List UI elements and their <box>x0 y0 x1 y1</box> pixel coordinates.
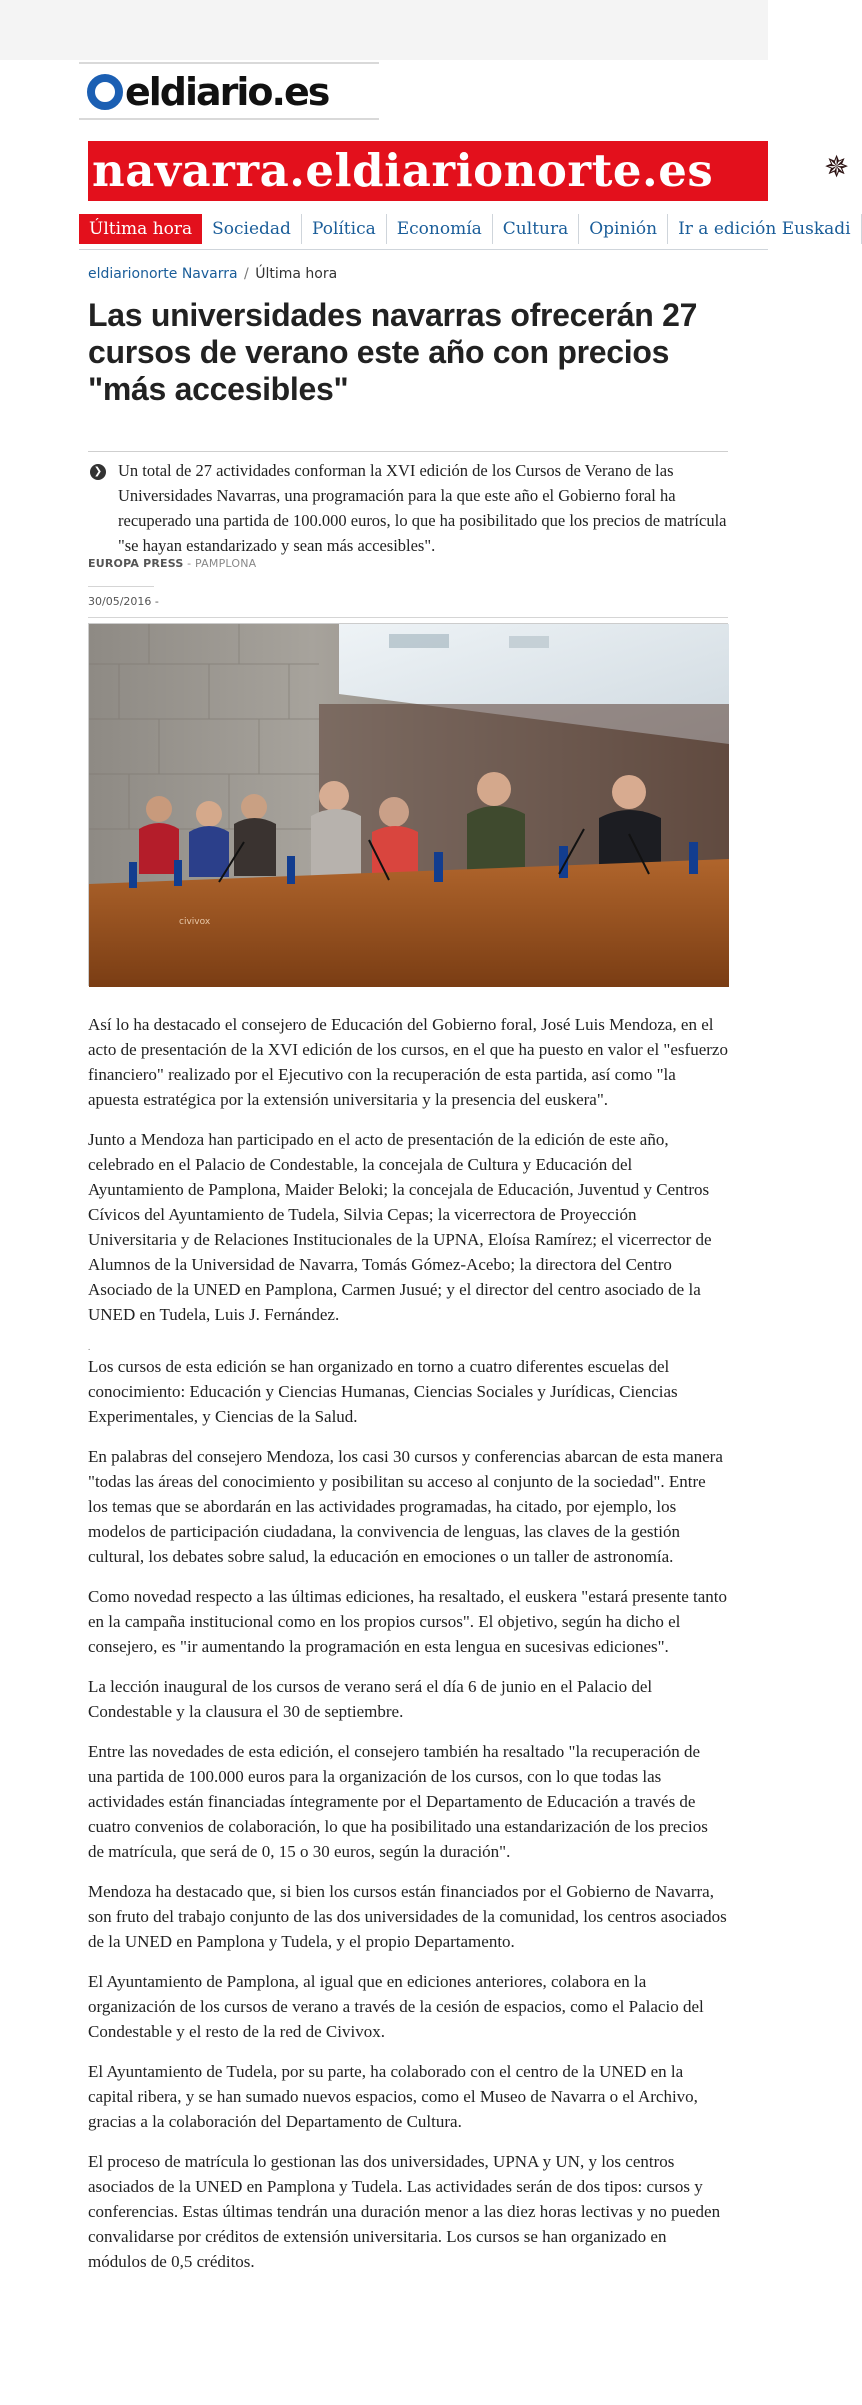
article-summary <box>88 451 728 558</box>
breadcrumb <box>88 266 337 282</box>
summary-text: Un total de 27 actividades conforman la XVI edición de los Cursos de Verano de las Universidades Navarras, una programación para la que este año el Gobierno foral ha recuperado una partida de 100.000 euros, lo que ha posibilitado que los precios de matrícula "se hayan estandarizado y sean más accesibles". <box>118 461 727 555</box>
byline-agency: EUROPA PRESS <box>88 557 184 570</box>
paragraph-1: Así lo ha destacado el consejero de Educación del Gobierno foral, José Luis Mendoza, en el acto de presentación de la XVI edición de los cursos, en el que ha puesto en valor el "esfuerzo financiero" realizado por el Ejecutivo con la recuperación de esta partida, así como "la apuesta estratégica por la extensión universitaria y la presencia del euskera". <box>88 1015 728 1109</box>
paragraph-6: La lección inaugural de los cursos de verano será el día 6 de junio en el Palacio del Condestable y la clausura el 30 de septiembre. <box>88 1677 653 1721</box>
publish-date: 30/05/2016 - <box>88 595 159 608</box>
byline <box>88 557 256 570</box>
breadcrumb-current: Última hora <box>255 266 338 282</box>
header-divider <box>88 617 728 618</box>
paragraph-5: Como novedad respecto a las últimas ediciones, ha resaltado, el euskera "estará presente tanto en la campaña institucional como en los propios cursos". El objetivo, según ha dicho el consejero, es "ir aumentando la programación en esta lengua en sucesivas ediciones". <box>88 1587 728 1656</box>
breadcrumb-section-link[interactable]: eldiarionorte Navarra <box>88 266 238 282</box>
paragraph-2: Junto a Mendoza han participado en el acto de presentación de la edición de este año, celebrado en el Palacio de Condestable, la concejala de Cultura y Educación del Ayuntamiento de Pamplona, Maider Beloki; la concejala de Educación, Juventud y Centros Cívicos del Ayuntamiento de Tudela, Silvia Cepas; la vicerrectora de Proyección Universitaria y de Relaciones Institucionales de la UPNA, Eloísa Ramírez; el vicerrector de Alumnos de la Universidad de Navarra, Tomás Gómez-Acebo; la directora del Centro Asociado de la UNED en Pamplona, Carmen Jusué; y el director del centro asociado de la UNED en Tudela, Luis J. Fernández. <box>88 1130 712 1324</box>
eldiario-logo[interactable] <box>79 62 379 120</box>
navarra-star-icon: ✵ <box>824 150 850 185</box>
photo-watermark: civivox <box>179 917 211 927</box>
paragraph-7: Entre las novedades de esta edición, el consejero también ha resaltado "la recuperación de una partida de 100.000 euros para la organización de los cursos, con lo que todas las actividades están financiadas íntegramente por el Departamento de Educación a través de cuatro convenios de colaboración, lo que ha posibilitado una estandarización de los precios de matrícula, que será de 0, 15 o 30 euros, según la duración". <box>88 1742 708 1861</box>
article-body <box>88 1012 728 2289</box>
banner-title: navarra.eldiarionorte.es <box>92 144 714 197</box>
logo-ring-icon <box>87 74 123 110</box>
top-blank-area <box>0 0 768 60</box>
article-title: Las universidades navarras ofrecerán 27 cursos de verano este año con precios "más accesibles" <box>88 297 698 407</box>
paragraph-8: Mendoza ha destacado que, si bien los cursos están financiados por el Gobierno de Navarra, son fruto del trabajo conjunto de las dos universidades de la comunidad, los centros asociados de la UNED en Pamplona y Tudela, y el propio Departamento. <box>88 1882 727 1951</box>
byline-separator: - <box>183 557 196 570</box>
nav-item-economia[interactable]: Economía <box>387 214 493 244</box>
nav-item-edicion-euskadi[interactable]: Ir a edición Euskadi <box>668 214 862 244</box>
nav-item-cultura[interactable]: Cultura <box>493 214 579 244</box>
paragraph-10: El Ayuntamiento de Tudela, por su parte, ha colaborado con el centro de la UNED en la capital ribera, y se han sumado nuevos espacios, como el Museo de Navarra o el Archivo, gracias a la colaboración del Departamento de Cultura. <box>88 2062 698 2131</box>
nav-item-ultima-hora[interactable]: Última hora <box>79 214 202 244</box>
logo-text: eldiario.es <box>125 70 329 114</box>
nav-item-opinion[interactable]: Opinión <box>579 214 668 244</box>
byline-place: PAMPLONA <box>195 557 257 570</box>
paragraph-11: El proceso de matrícula lo gestionan las dos universidades, UPNA y UN, y los centros asociados de la UNED en Pamplona y Tudela. Las actividades serán de dos tipos: cursos y conferencias. Estas últimas tendrán una duración menor a las diez horas lectivas y no pueden convalidarse por créditos de extensión universitaria. Los cursos se han organizado en módulos de 0,5 créditos. <box>88 2152 721 2271</box>
paragraph-3: Los cursos de esta edición se han organizado en torno a cuatro diferentes escuelas del conocimiento: Educación y Ciencias Humanas, Ciencias Sociales y Jurídicas, Ciencias Experimentales, y Ciencias de la Salud. <box>88 1357 678 1426</box>
press-conference-photo <box>89 624 729 987</box>
regional-edition-banner[interactable] <box>88 141 850 201</box>
paragraph-9: El Ayuntamiento de Pamplona, al igual que en ediciones anteriores, colabora en la organización de los cursos de verano a través de la cesión de espacios, como el Palacio del Condestable y el resto de la red de Civivox. <box>88 1972 704 2041</box>
nav-item-politica[interactable]: Política <box>302 214 387 244</box>
chevron-right-icon: ❯ <box>90 464 106 480</box>
article-photo <box>88 623 728 986</box>
paragraph-4: En palabras del consejero Mendoza, los casi 30 cursos y conferencias abarcan de esta manera "todas las áreas del conocimiento y posibilitan su acceso al conjunto de la sociedad". Entre los temas que se abordarán en las actividades programadas, ha citado, por ejemplo, los modelos de participación ciudadana, la convivencia de lenguas, las claves de la gestión cultural, los debates sobre salud, la educación en emociones o un taller de astronomía. <box>88 1447 723 1566</box>
paragraph-dot: . <box>88 1342 91 1352</box>
main-nav <box>79 214 851 250</box>
breadcrumb-separator: / <box>244 266 249 282</box>
nav-item-sociedad[interactable]: Sociedad <box>202 214 302 244</box>
date-divider <box>88 586 154 587</box>
